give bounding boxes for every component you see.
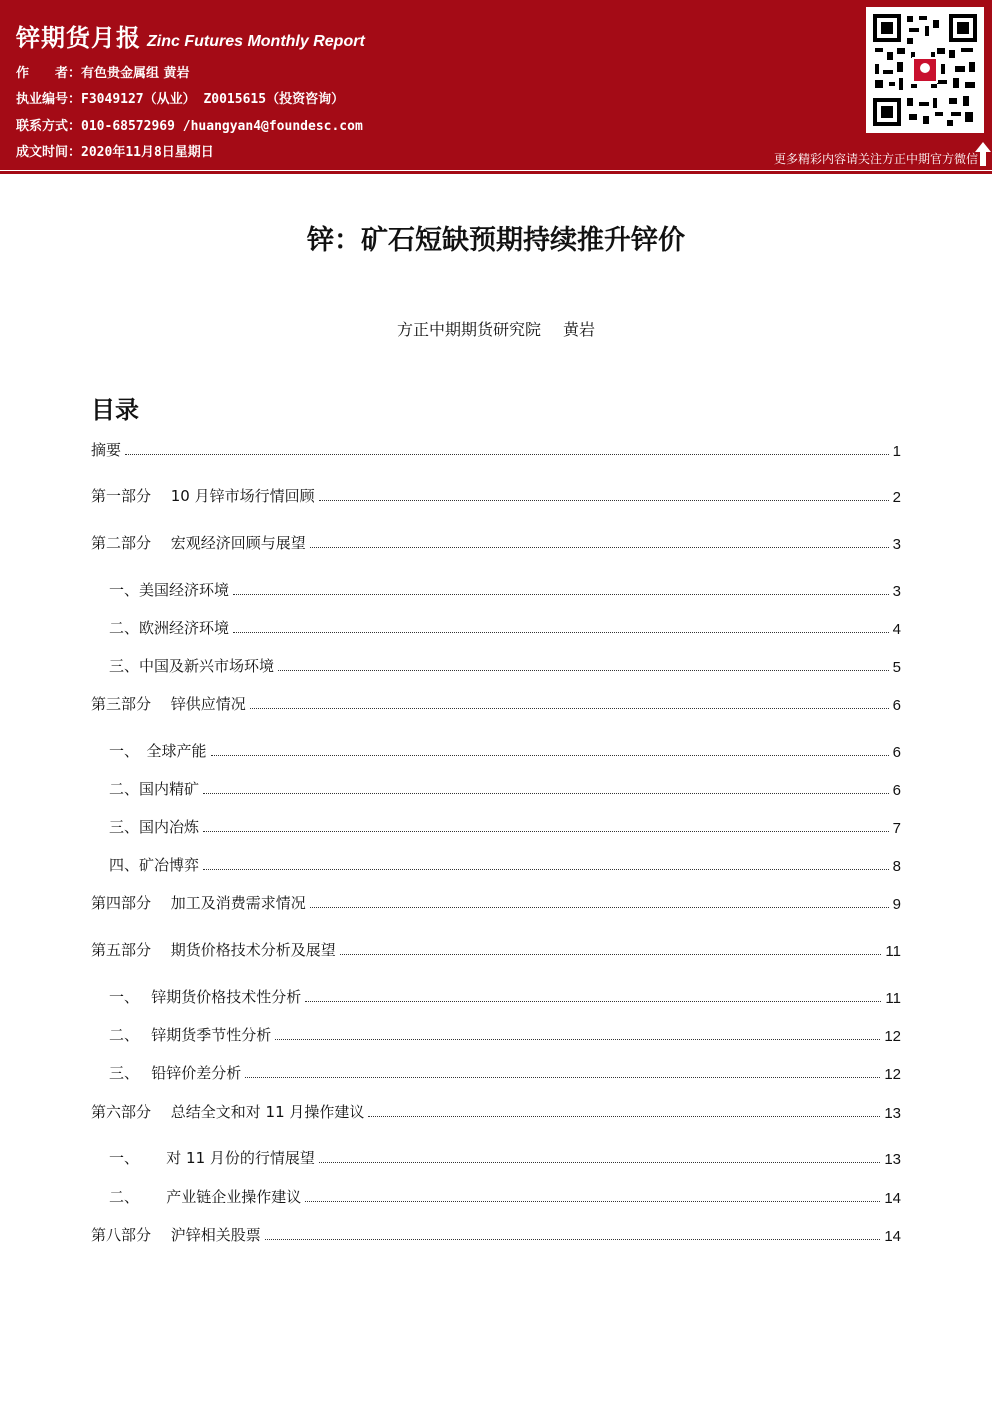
toc-entry[interactable]	[109, 985, 901, 1007]
toc-entry-label: 二、欧洲经济环境	[109, 619, 230, 637]
toc-entry[interactable]	[109, 1185, 901, 1207]
toc-leader-dots	[233, 632, 889, 633]
toc-entry-page: 14	[884, 1228, 901, 1245]
license-row	[16, 88, 344, 107]
toc-entry-page: 4	[892, 621, 901, 638]
byline-author: 黄岩	[563, 320, 596, 339]
toc-entry-label: 摘要	[91, 441, 122, 459]
toc-entry[interactable]	[91, 891, 901, 913]
toc-leader-dots	[233, 594, 889, 595]
toc-leader-dots	[305, 1201, 880, 1202]
author-row	[16, 62, 190, 81]
toc-entry[interactable]	[91, 938, 901, 960]
toc-entry[interactable]	[109, 1146, 901, 1168]
toc-leader-dots	[368, 1116, 880, 1117]
toc-leader-dots	[250, 708, 889, 709]
toc-leader-dots	[319, 1162, 880, 1163]
toc-entry-label: 第五部分 期货价格技术分析及展望	[91, 941, 336, 959]
toc-entry-page: 6	[892, 697, 901, 714]
toc-entry-page: 11	[885, 943, 901, 960]
toc-entry[interactable]	[109, 1023, 901, 1045]
contact-label: 联系方式：	[16, 119, 82, 134]
author-value: 有色贵金属组 黄岩	[81, 66, 190, 81]
toc-entry-page: 6	[892, 782, 901, 799]
toc-entry-label: 三、中国及新兴市场环境	[109, 657, 275, 675]
byline-institute: 方正中期期货研究院	[396, 320, 541, 339]
contact-value: 010-68572969 /huangyan4@foundesc.com	[81, 119, 363, 134]
toc-entry-page: 1	[892, 443, 901, 460]
arrow-up-icon	[974, 141, 992, 167]
toc-leader-dots	[125, 454, 889, 455]
author-label: 作 者：	[16, 66, 82, 81]
qr-code-graphic	[871, 12, 979, 128]
toc-leader-dots	[340, 954, 882, 955]
toc-entry-label: 第二部分 宏观经济回顾与展望	[91, 534, 306, 552]
header-divider	[0, 171, 992, 174]
toc-leader-dots	[265, 1239, 881, 1240]
report-header-band	[0, 0, 992, 170]
toc-heading: 目录	[91, 396, 139, 424]
toc-entry-page: 11	[885, 990, 901, 1007]
toc-entry[interactable]	[91, 692, 901, 714]
toc-leader-dots	[245, 1077, 880, 1078]
toc-entry-label: 第四部分 加工及消费需求情况	[91, 894, 306, 912]
toc-entry-page: 14	[884, 1190, 901, 1207]
toc-entry-label: 第八部分 沪锌相关股票	[91, 1226, 261, 1244]
toc-entry-label: 三、 铅锌价差分析	[109, 1064, 242, 1082]
toc-entry-label: 四、矿冶博弈	[109, 856, 200, 874]
toc-leader-dots	[275, 1039, 880, 1040]
byline	[0, 317, 992, 340]
report-title	[16, 18, 365, 53]
toc-leader-dots	[305, 1001, 881, 1002]
toc-entry-label: 二、国内精矿	[109, 780, 200, 798]
toc-entry-page: 8	[892, 858, 901, 875]
toc-entry-page: 9	[892, 896, 901, 913]
toc-entry-label: 一、 锌期货价格技术性分析	[109, 988, 302, 1006]
toc-entry-page: 12	[884, 1028, 901, 1045]
toc-entry[interactable]	[109, 654, 901, 676]
toc-entry[interactable]	[91, 484, 901, 506]
toc-leader-dots	[203, 869, 889, 870]
toc-leader-dots	[319, 500, 889, 501]
toc-entry-page: 3	[892, 536, 901, 553]
toc-entry-label: 二、 锌期货季节性分析	[109, 1026, 272, 1044]
toc-entry[interactable]	[109, 815, 901, 837]
toc-entry-page: 13	[884, 1105, 901, 1122]
license-label: 执业编号：	[16, 92, 82, 107]
toc-leader-dots	[211, 755, 889, 756]
wechat-qr-code-icon[interactable]	[866, 7, 984, 133]
toc-entry-page: 5	[892, 659, 901, 676]
toc-entry[interactable]	[109, 739, 901, 761]
toc-leader-dots	[278, 670, 889, 671]
toc-entry[interactable]	[109, 578, 901, 600]
date-row	[16, 141, 214, 160]
toc-entry-page: 6	[892, 744, 901, 761]
toc-entry-page: 2	[892, 489, 901, 506]
toc-entry-label: 第一部分 10 月锌市场行情回顾	[91, 487, 315, 505]
date-label: 成文时间：	[16, 145, 82, 160]
toc-leader-dots	[310, 547, 889, 548]
toc-entry[interactable]	[109, 777, 901, 799]
toc-entry[interactable]	[109, 853, 901, 875]
toc-leader-dots	[203, 793, 889, 794]
toc-entry[interactable]	[109, 1061, 901, 1083]
toc-entry-page: 12	[884, 1066, 901, 1083]
toc-entry-label: 第六部分 总结全文和对 11 月操作建议	[91, 1103, 365, 1121]
report-title-en: Zinc Futures Monthly Report	[147, 33, 365, 50]
toc-leader-dots	[310, 907, 889, 908]
report-title-cn: 锌期货月报	[16, 24, 141, 52]
toc-entry[interactable]	[91, 1223, 901, 1245]
toc-entry[interactable]	[109, 616, 901, 638]
toc-entry-label: 一、美国经济环境	[109, 581, 230, 599]
toc-entry[interactable]	[91, 1100, 901, 1122]
toc-entry-label: 第三部分 锌供应情况	[91, 695, 246, 713]
toc-entry-label: 二、 产业链企业操作建议	[109, 1188, 302, 1206]
toc-entry-label: 三、国内冶炼	[109, 818, 200, 836]
toc-entry-label: 一、 全球产能	[109, 742, 207, 760]
toc-leader-dots	[203, 831, 889, 832]
contact-row	[16, 115, 363, 134]
toc-entry[interactable]	[91, 531, 901, 553]
follow-wechat-text: 更多精彩内容请关注方正中期官方微信	[773, 152, 978, 166]
toc-entry-page: 3	[892, 583, 901, 600]
license-value: F3049127（从业） Z0015615（投资咨询）	[81, 92, 345, 107]
toc-entry-page: 13	[884, 1151, 901, 1168]
toc-entry-page: 7	[892, 820, 901, 837]
toc-entry-label: 一、 对 11 月份的行情展望	[109, 1149, 315, 1167]
date-value: 2020年11月8日星期日	[81, 145, 214, 160]
document-title: 锌：矿石短缺预期持续推升锌价	[307, 225, 685, 256]
toc-entry[interactable]	[91, 438, 901, 460]
